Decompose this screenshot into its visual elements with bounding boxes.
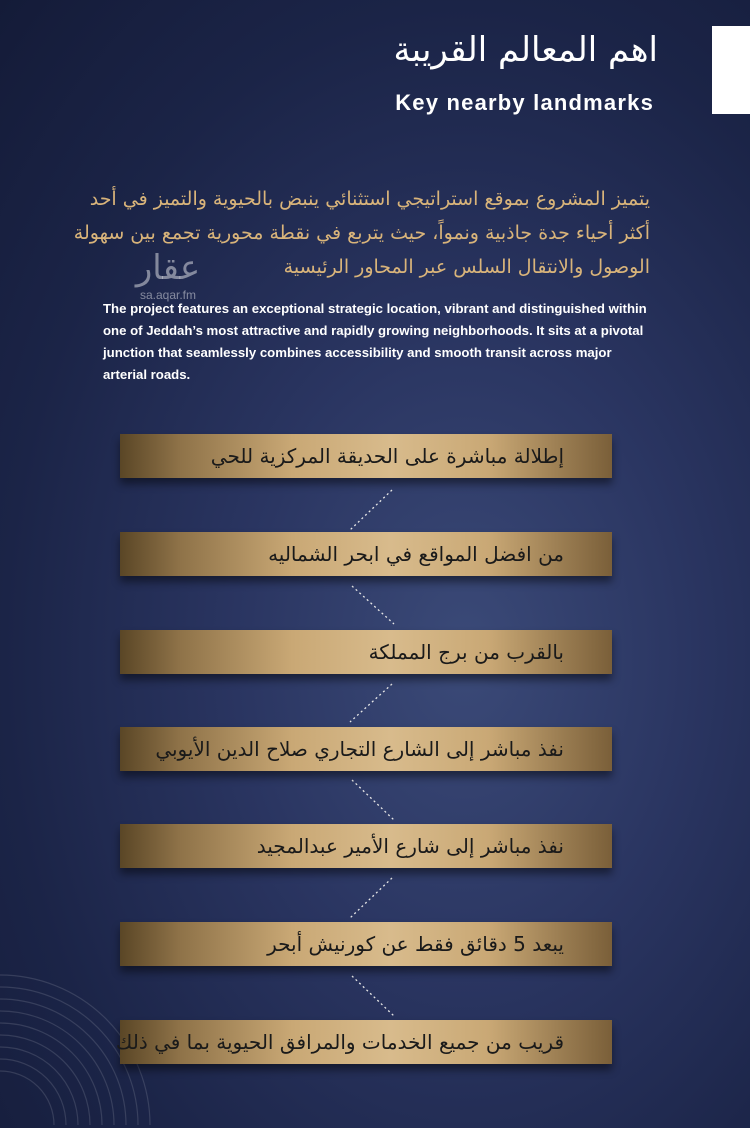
landmark-item	[120, 824, 612, 868]
landmark-label: نفذ مباشر إلى شارع الأمير عبدالمجيد	[256, 834, 564, 858]
landmark-item	[120, 630, 612, 674]
connector-line	[350, 490, 392, 530]
landmark-label: نفذ مباشر إلى الشارع التجاري صلاح الدين الأيوبي	[155, 737, 564, 761]
landmark-item	[120, 532, 612, 576]
connector-line	[350, 878, 392, 918]
landmark-label: بالقرب من برج المملكة	[368, 640, 564, 664]
watermark-url: sa.aqar.fm	[139, 288, 197, 302]
connector-line	[352, 780, 394, 820]
landmark-item	[120, 434, 612, 478]
page-title-english: Key nearby landmarks	[395, 90, 654, 115]
page-title-arabic: اهم المعالم القريبة	[393, 30, 658, 70]
landmark-label: إطلالة مباشرة على الحديقة المركزية للحي	[210, 444, 564, 468]
connector-line	[352, 586, 394, 624]
landmark-label: يبعد 5 دقائق فقط عن كورنيش أبحر	[267, 932, 564, 956]
landmark-item	[120, 727, 612, 771]
landmark-label: قريب من جميع الخدمات والمرافق الحيوية بما في ذلك	[115, 1030, 564, 1054]
connector-line	[352, 976, 394, 1016]
landmark-item	[120, 922, 612, 966]
connector-line	[350, 684, 392, 722]
description-english: The project features an exceptional strategic location, vibrant and distinguished within one of Jeddah’s most attractive and rapidly growing neighborhoods. It sits at a pivotal junction that seamlessly combines accessibility and smooth transit across major arterial roads.	[103, 301, 647, 382]
description-arabic: يتميز المشروع بموقع استراتيجي استثنائي ينبض بالحيوية والتميز في أحد أكثر أحياء جدة جاذبية ونمواً، حيث يتربع في نقطة محورية تجمع بين سهولة الوصول والانتقال السلس عبر المحاور الرئيسية	[73, 188, 650, 278]
landmark-item	[115, 1020, 612, 1064]
landmark-label: من افضل المواقع في ابحر الشماليه	[268, 542, 564, 566]
watermark-logo: عقار	[135, 248, 201, 288]
